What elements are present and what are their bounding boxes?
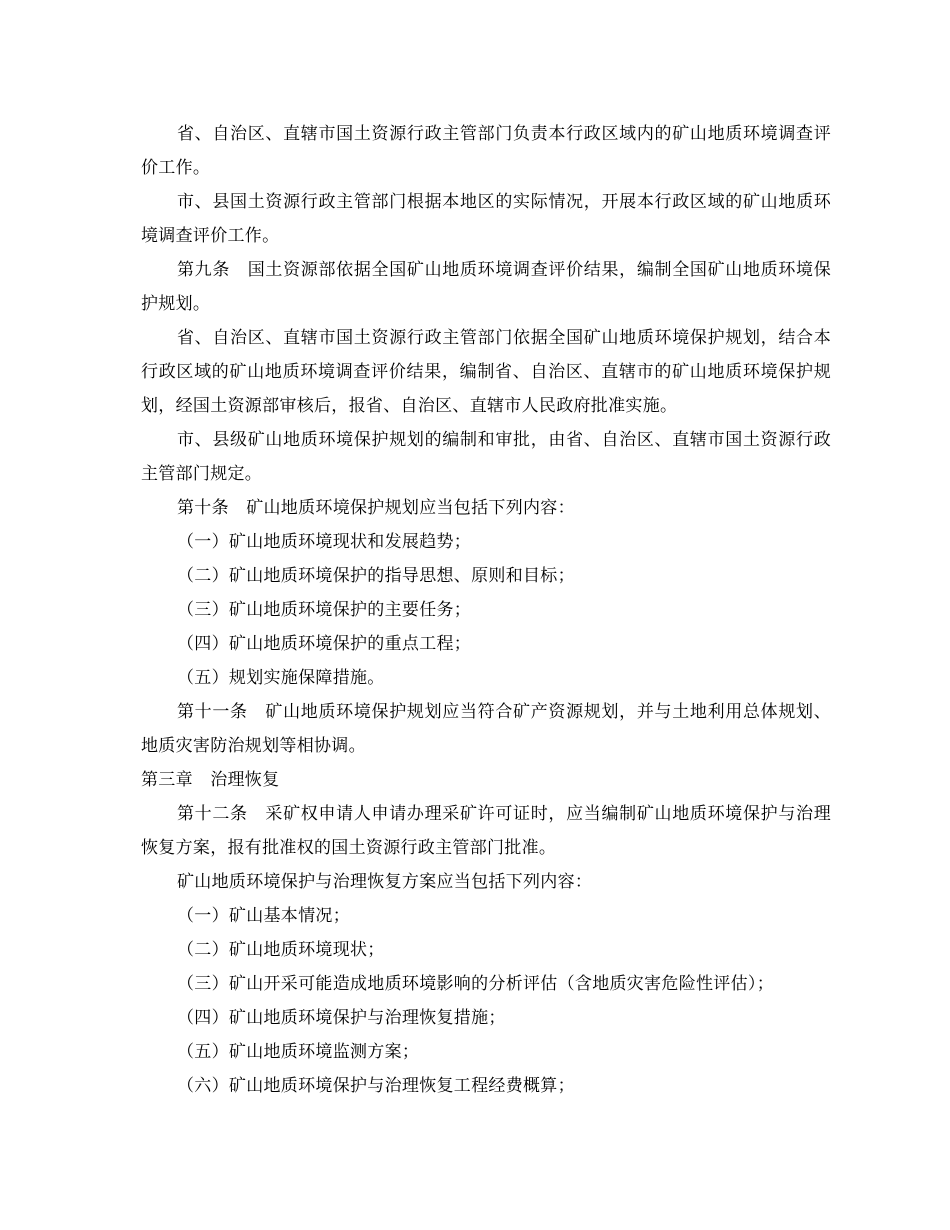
list-item: （一）矿山地质环境现状和发展趋势；	[177, 532, 472, 552]
article-11: 第十一条 矿山地质环境保护规划应当符合矿产资源规划，并与土地利用总体规划、地质灾害防治规划等相协调。	[141, 702, 831, 756]
list-item: （五）规划实施保障措施。	[177, 668, 385, 688]
list-item: （四）矿山地质环境保护与治理恢复措施；	[177, 1008, 506, 1028]
list-item: （六）矿山地质环境保护与治理恢复工程经费概算；	[177, 1076, 575, 1096]
list-item: （五）矿山地质环境监测方案；	[177, 1042, 420, 1062]
list-item: （三）矿山开采可能造成地质环境影响的分析评估（含地质灾害危险性评估）；	[177, 974, 774, 994]
list-item: （二）矿山地质环境保护的指导思想、原则和目标；	[177, 566, 575, 586]
list-item: （一）矿山基本情况；	[177, 906, 350, 926]
paragraph-provincial-survey: 省、自治区、直辖市国土资源行政主管部门负责本行政区域内的矿山地质环境调查评价工作。	[141, 124, 831, 178]
paragraph-county-plan: 市、县级矿山地质环境保护规划的编制和审批，由省、自治区、直辖市国土资源行政主管部门规定。	[141, 430, 831, 484]
paragraph-plan-contents: 矿山地质环境保护与治理恢复方案应当包括下列内容：	[177, 872, 593, 892]
paragraph-county-survey: 市、县国土资源行政主管部门根据本地区的实际情况，开展本行政区域的矿山地质环境调查评价工作。	[141, 192, 831, 246]
list-item: （四）矿山地质环境保护的重点工程；	[177, 634, 472, 654]
article-9: 第九条 国土资源部依据全国矿山地质环境调查评价结果，编制全国矿山地质环境保护规划。	[141, 260, 831, 314]
paragraph-provincial-plan: 省、自治区、直辖市国土资源行政主管部门依据全国矿山地质环境保护规划，结合本行政区域的矿山地质环境调查评价结果，编制省、自治区、直辖市的矿山地质环境保护规划，经国土资源部审核后，报省、自治区、直辖市人民政府批准实施。	[141, 328, 831, 416]
document-body	[141, 117, 831, 1103]
article-12: 第十二条 采矿权申请人申请办理采矿许可证时，应当编制矿山地质环境保护与治理恢复方案，报有批准权的国土资源行政主管部门批准。	[141, 804, 831, 858]
article-10: 第十条 矿山地质环境保护规划应当包括下列内容：	[177, 498, 575, 518]
list-item: （三）矿山地质环境保护的主要任务；	[177, 600, 472, 620]
chapter-heading: 第三章 治理恢复	[141, 770, 280, 790]
list-item: （二）矿山地质环境现状；	[177, 940, 385, 960]
